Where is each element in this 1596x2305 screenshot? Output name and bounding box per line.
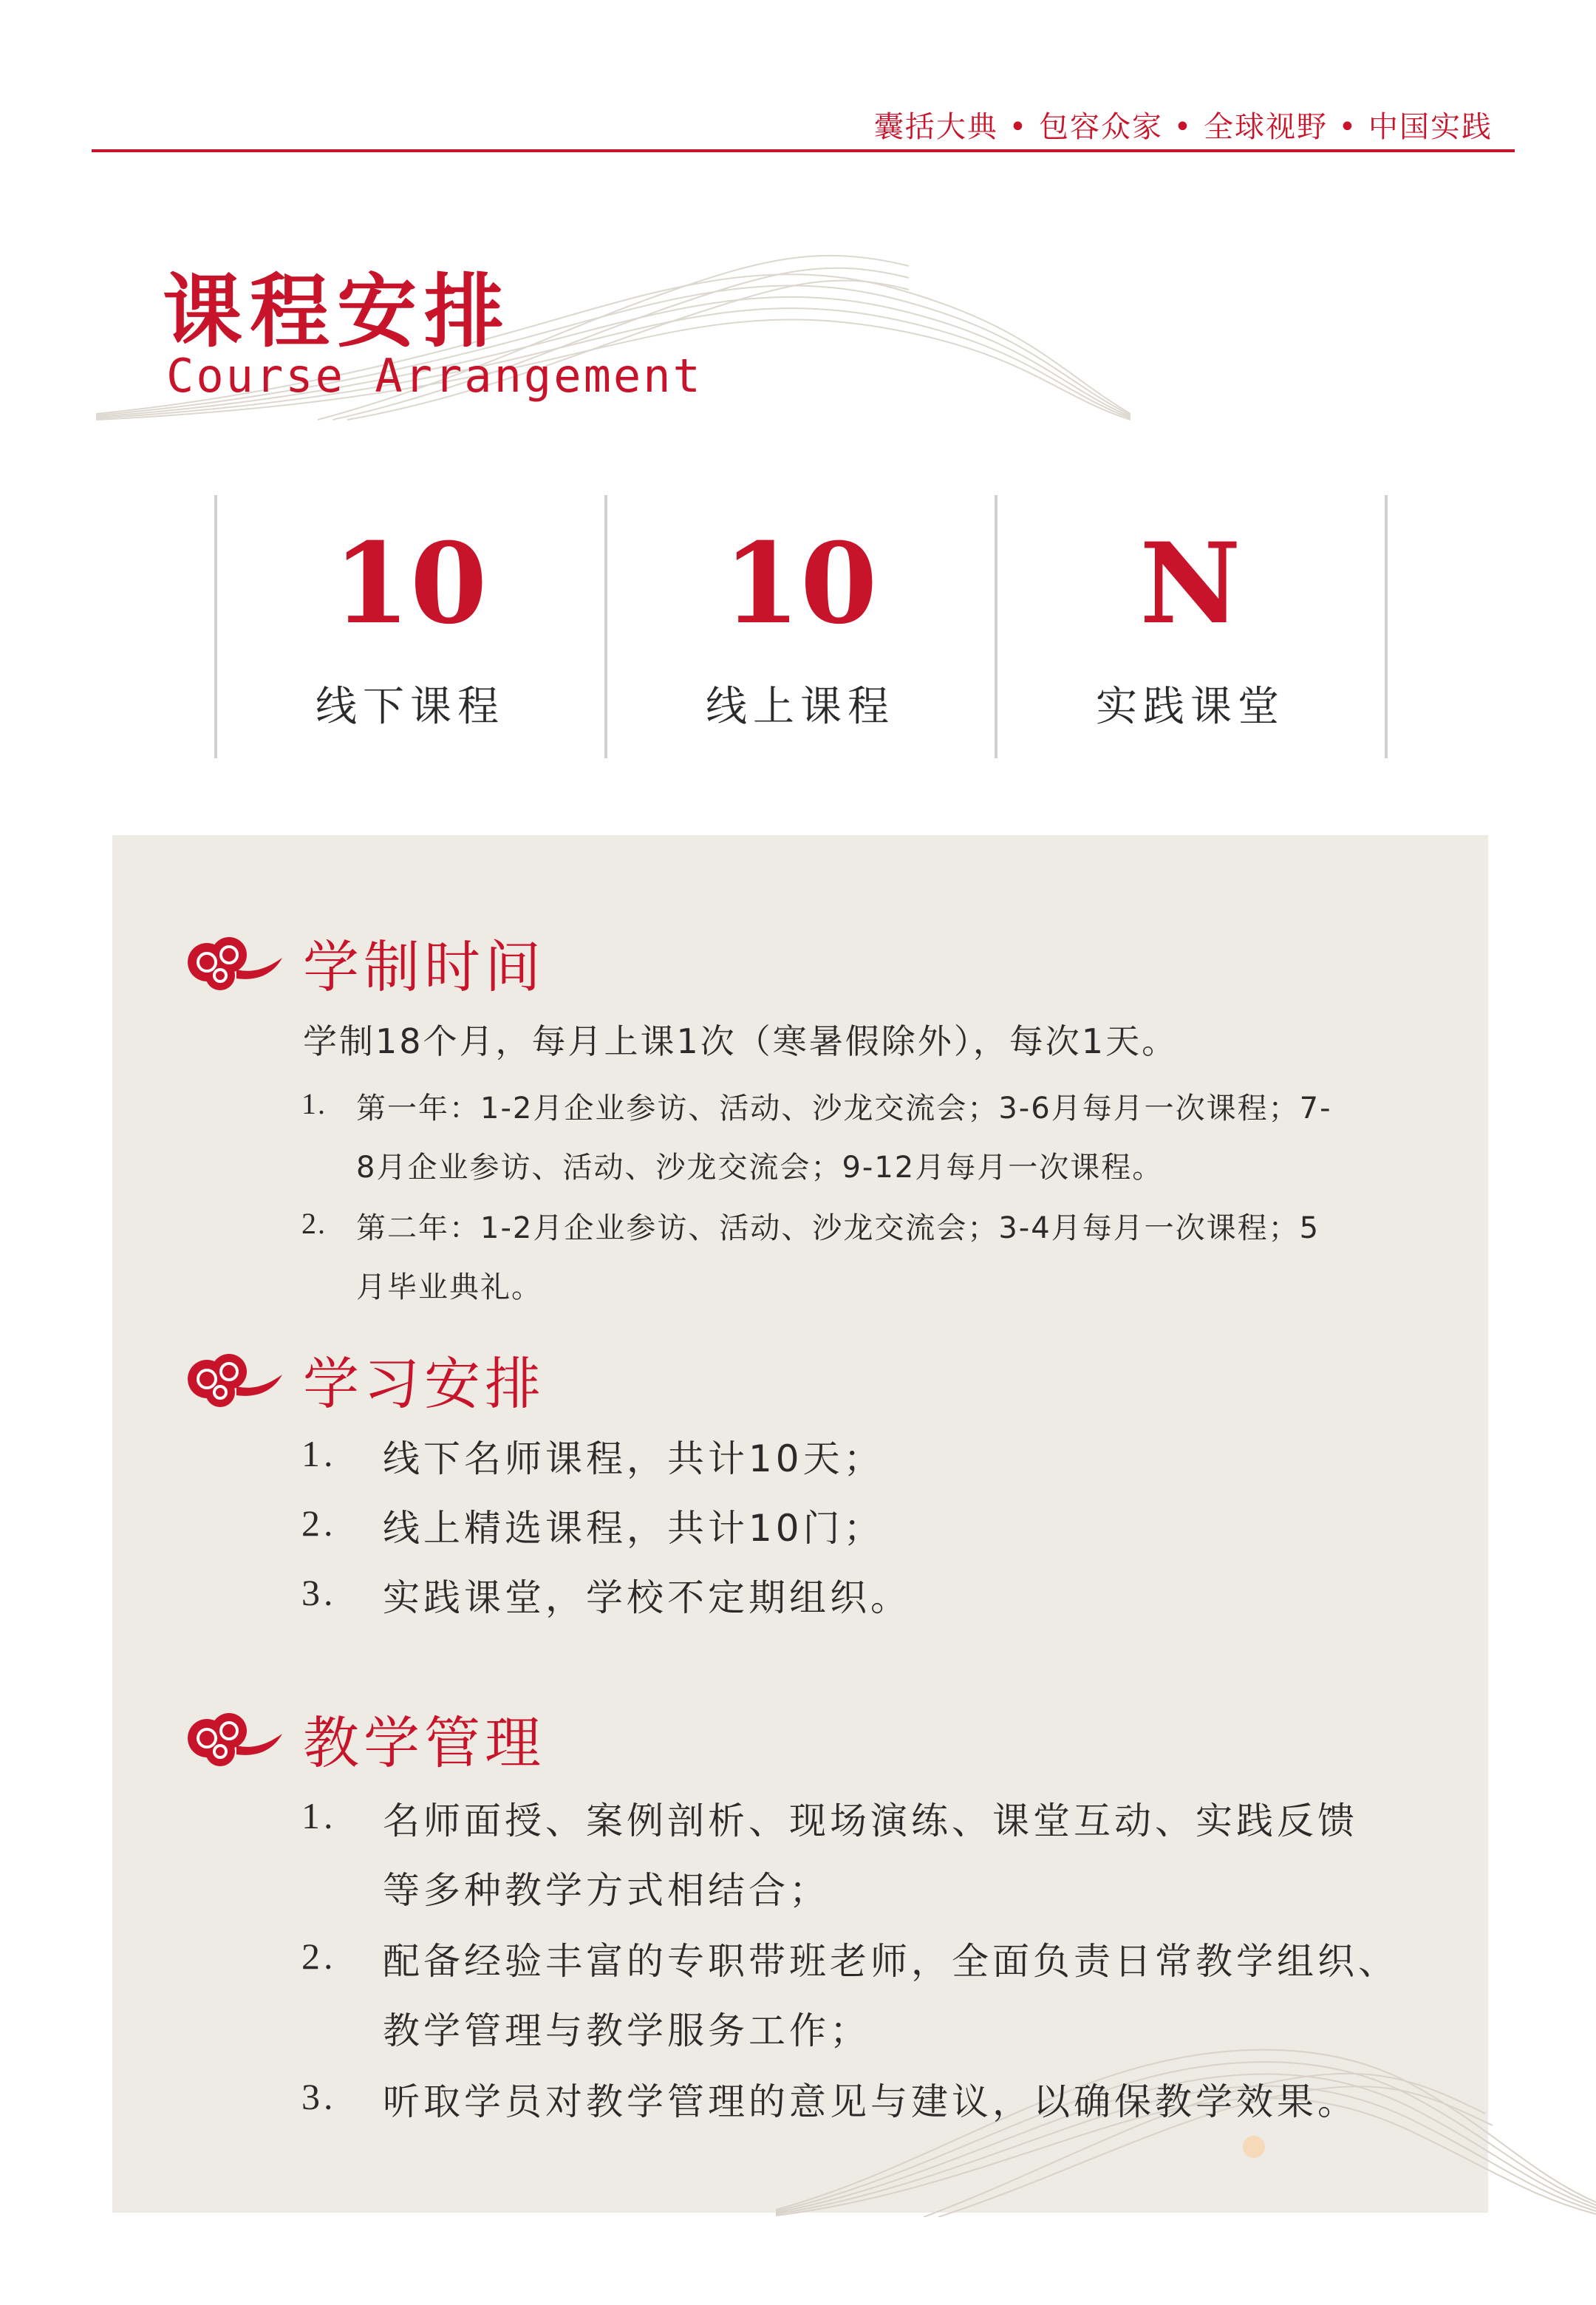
stat-online (606, 495, 995, 758)
management-item-number: 3. (301, 2076, 337, 2117)
stat-practice-value: N (1139, 519, 1241, 649)
schedule-item-number: 2. (301, 1207, 327, 1240)
stats-row (214, 495, 1389, 758)
stat-offline-value: 10 (332, 519, 488, 649)
stat-online-value: 10 (723, 519, 878, 649)
management-item-number: 1. (301, 1795, 337, 1836)
management-item-text: 等多种教学方式相结合； (383, 1869, 830, 1912)
header-tagline: 囊括大典 • 包容众家 • 全球视野 • 中国实践 (873, 110, 1493, 144)
schedule-item-text: 月毕业典礼。 (356, 1270, 542, 1304)
management-item-text: 教学管理与教学服务工作； (383, 2009, 870, 2052)
study-item-number: 3. (301, 1572, 337, 1613)
management-item-text: 名师面授、案例剖析、现场演练、课堂互动、实践反馈 (383, 1800, 1358, 1842)
study-item-text: 线上精选课程，共计10门； (383, 1507, 884, 1550)
auspicious-cloud-icon (185, 1349, 282, 1409)
study-item-number: 1. (301, 1433, 337, 1474)
auspicious-cloud-icon (185, 1709, 282, 1768)
stat-offline-label: 线下课程 (316, 683, 505, 731)
schedule-item-text: 第二年：1-2月企业参访、活动、沙龙交流会；3-4月每月一次课程；5 (356, 1211, 1320, 1245)
study-item-number: 2. (301, 1502, 337, 1544)
stats-divider (1385, 495, 1388, 758)
page-title: 课程安排 (163, 266, 512, 358)
schedule-item-number: 1. (301, 1087, 327, 1120)
auspicious-cloud-icon (185, 933, 282, 992)
stat-practice-label: 实践课堂 (1096, 683, 1285, 731)
section-management-title: 教学管理 (303, 1710, 545, 1776)
study-item-text: 线下名师课程，共计10天； (383, 1437, 884, 1480)
section-schedule-title: 学制时间 (303, 934, 545, 1000)
stat-offline (216, 495, 604, 758)
stat-online-label: 线上课程 (706, 683, 895, 731)
section-study-title: 学习安排 (303, 1351, 545, 1417)
page-subtitle-english: Course Arrangement (166, 349, 703, 403)
schedule-item-text: 第一年：1-2月企业参访、活动、沙龙交流会；3-6月每月一次课程；7- (356, 1092, 1332, 1126)
study-item-text: 实践课堂，学校不定期组织。 (383, 1576, 911, 1619)
management-item-text: 配备经验丰富的专职带班老师，全面负责日常教学组织、 (383, 1940, 1399, 1983)
management-item-number: 2. (301, 1935, 337, 1977)
stat-practice (996, 495, 1385, 758)
header-rule (92, 149, 1515, 152)
management-item-text: 听取学员对教学管理的意见与建议，以确保教学效果。 (383, 2080, 1358, 2123)
schedule-intro: 学制18个月，每月上课1次（寒暑假除外），每次1天。 (303, 1021, 1179, 1061)
schedule-item-text: 8月企业参访、活动、沙龙交流会；9-12月每月一次课程。 (356, 1151, 1164, 1185)
